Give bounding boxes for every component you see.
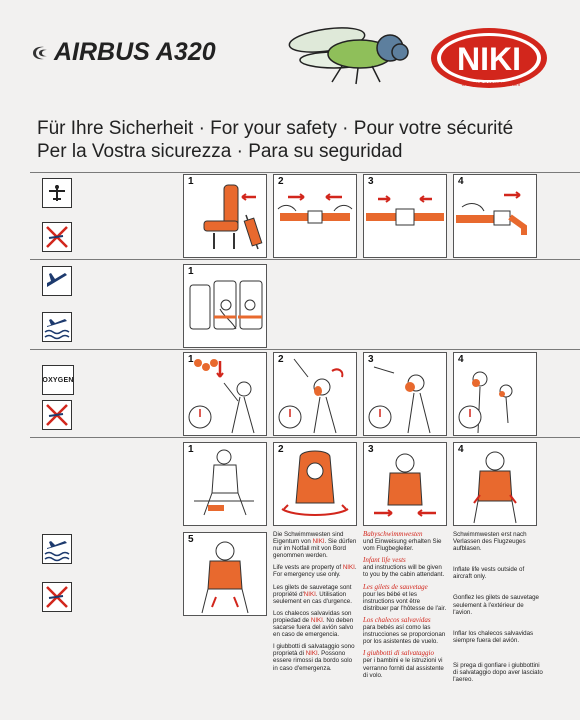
oxygen-step-4-panel: 4 <box>453 352 537 436</box>
lifevest-step-2-panel: 2 <box>273 442 357 526</box>
safety-title-line1: Für Ihre Sicherheit · For your safety · Pour votre sécurité <box>37 118 514 139</box>
ditching-water-icon <box>42 534 72 564</box>
no-smoking-cross-icon <box>42 222 72 252</box>
lifevest-step-5-panel: 5 <box>183 532 267 616</box>
lifevest-step-4-panel: 4 <box>453 442 537 526</box>
section-divider <box>30 172 580 173</box>
fly-mascot-icon <box>272 18 422 88</box>
lifevest-step-3-panel: 3 <box>363 442 447 526</box>
safety-title-line2: Per la Vostra sicurezza · Para su seguridad <box>37 141 403 162</box>
section-divider <box>30 437 580 438</box>
niki-logo-icon <box>428 26 550 96</box>
no-smoking-cross-icon <box>42 582 72 612</box>
seatbelt-step-4-panel: 4 <box>453 174 537 258</box>
lifevest-step-1-panel: 1 <box>183 442 267 526</box>
oxygen-step-3-panel: 3 <box>363 352 447 436</box>
ditching-water-icon <box>42 312 72 342</box>
oxygen-sign: OXYGEN <box>42 365 74 395</box>
svg-text:DOUBLE SATISFACTION: DOUBLE SATISFACTION <box>462 82 520 88</box>
svg-text:NIKI: NIKI <box>457 41 521 77</box>
lifevest-property-text: Die Schwimmwesten sind Eigentum von NIKI. Sie dürfen nur im Notfall mit von Bord genommen werden. Life vests are property of NIKI. For emergency use only. Les gilets de sauvetage sont propriété d'NIKI. Utilisation seulement en cas d'urgence. Los chalecos salvavidas son propiedad de NIKI. No deben sacarse fuera del avión salvo en caso de emergencia. I giubbotti di salvataggio sono proprietà di NIKI. Possono essere rimossi da bordo solo in caso d'emergenza. <box>273 531 357 672</box>
oxygen-step-1-panel: 1 <box>183 352 267 436</box>
aircraft-title: AIRBUS A320 <box>54 38 216 66</box>
brace-position-panel: 1 <box>183 264 267 348</box>
airplane-takeoff-icon <box>42 266 72 296</box>
seatbelt-step-2-panel: 2 <box>273 174 357 258</box>
seatbelt-step-1-panel: 1 <box>183 174 267 258</box>
seatbelt-step-3-panel: 3 <box>363 174 447 258</box>
section-divider <box>30 349 580 350</box>
inflate-outside-text: Schwimmwesten erst nach Verlassen des Flugzeuges aufblasen. Inflate life vests outside of aircraft only. Gonflez les gilets de sauvetage seulement à l'extérieur de l'avion. Inflar los chalecos salvavidas siempre fuera del avión. Si prega di gonfiare i giubbottini di salvataggio dopo aver lasciato l'aereo. <box>453 531 543 684</box>
airbus-logo-icon <box>30 44 54 62</box>
section-divider <box>30 259 580 260</box>
seatbelt-sign-icon <box>42 178 72 208</box>
no-smoking-cross-icon <box>42 400 72 430</box>
infant-lifevest-text: Babyschwimmwesten und Einweisung erhalten Sie vom Flugbegleiter. Infant life vests and instructions will be given to you by the cabin attendant. Les gilets de sauvetage pour les bébé et les instructions vont être distribuer par l'hôtesse de l'air. Los chalecos salvavidas para bebés así como las instrucciones se proporcionan por los asistentes de vuelo. I giubbotti di salvataggio per i bambini e le istruzioni vi verranno forniti dal assistente di volo. <box>363 530 447 679</box>
oxygen-step-2-panel: 2 <box>273 352 357 436</box>
